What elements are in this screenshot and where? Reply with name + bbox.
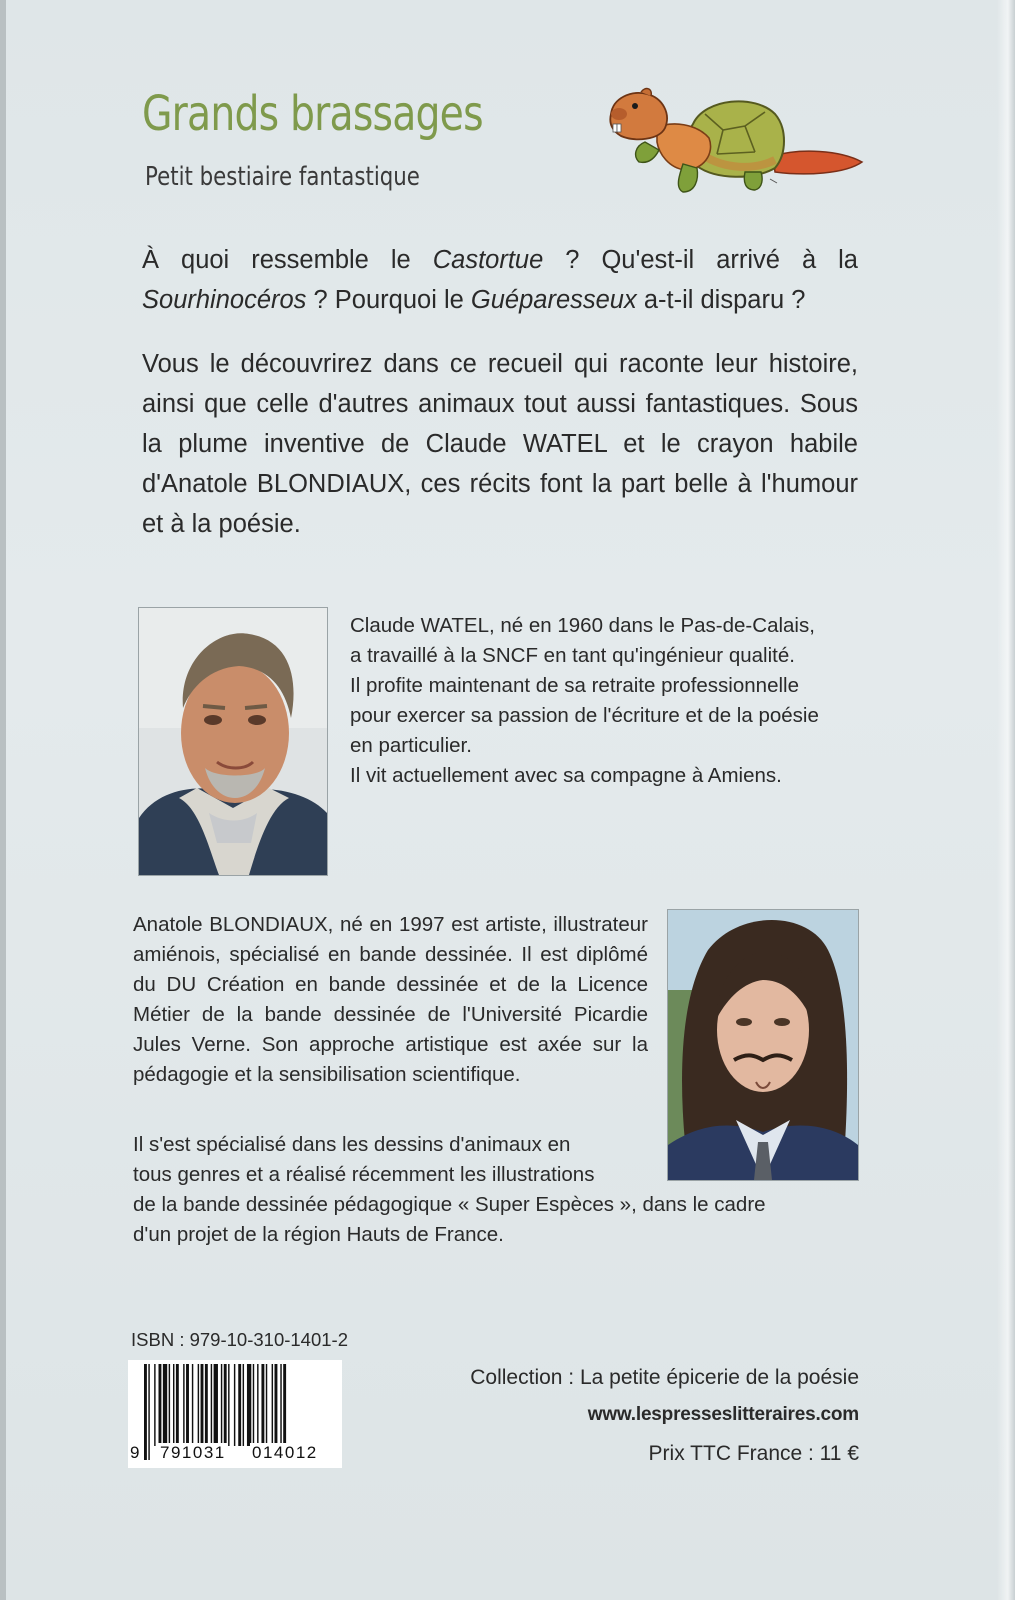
barcode-bar: [198, 1364, 199, 1446]
price: Prix TTC France : 11 €: [648, 1442, 859, 1465]
bio-line: Il vit actuellement avec sa compagne à Amiens.: [350, 764, 782, 787]
barcode-bar: [243, 1364, 244, 1446]
barcode-digits-right: 014012: [252, 1443, 318, 1462]
author-bio-watel: [350, 611, 870, 791]
blurb-text: ? Qu'est-il arrivé à la: [543, 246, 858, 274]
barcode-bar: [148, 1364, 149, 1460]
barcode-bar: [247, 1364, 251, 1446]
bio-line: d'un projet de la région Hauts de France.: [133, 1223, 504, 1246]
author-photo-watel: [138, 607, 328, 876]
barcode-bar: [266, 1364, 267, 1446]
blurb-paragraph: Vous le découvrirez dans ce recueil qui raconte leur histoire, ainsi que celle d'autres animaux tout aussi fantastiques. Sous la plume inventive de Claude WATEL et le crayon habile d'Anatole BLONDIAUX, ces récits font la part belle à l'humour et à la poésie.: [142, 350, 858, 538]
barcode-bar: [253, 1364, 254, 1446]
author-photo-blondiaux: [667, 909, 859, 1181]
barcode-bar: [272, 1364, 273, 1446]
barcode-bar: [261, 1364, 264, 1446]
barcode-bar: [163, 1364, 167, 1446]
barcode-bar: [183, 1364, 184, 1446]
barcode-digits-left: 791031: [160, 1443, 226, 1462]
barcode-bar: [205, 1364, 208, 1446]
isbn: ISBN : 979-10-310-1401-2: [131, 1329, 348, 1350]
blurb-text: a-t-il disparu ?: [636, 286, 806, 314]
barcode-bar: [154, 1364, 155, 1446]
bio-line: Il profite maintenant de sa retraite professionnelle: [350, 674, 799, 697]
bio-line: Claude WATEL, né en 1960 dans le Pas-de-Calais,: [350, 614, 815, 637]
bio-line: de la bande dessinée pédagogique « Super Espèces », dans le cadre: [133, 1193, 766, 1216]
barcode-bar: [192, 1364, 193, 1446]
barcode-bar: [238, 1364, 241, 1446]
cover-right-edge: [997, 0, 1015, 1600]
bio-line: tous genres et a réalisé récemment les illustrations: [133, 1163, 595, 1186]
barcode-bar: [144, 1364, 147, 1460]
barcode-bar: [169, 1364, 170, 1446]
barcode-bar: [211, 1364, 212, 1446]
cover-left-edge: [0, 0, 6, 1600]
publisher-website[interactable]: www.lespresseslitteraires.com: [587, 1404, 859, 1425]
blurb-questions: [142, 240, 858, 320]
bio-line: pour exercer sa passion de l'écriture et de la poésie: [350, 704, 819, 727]
collection-name: Collection : La petite épicerie de la poésie: [470, 1366, 859, 1389]
barcode-bar: [224, 1364, 227, 1446]
barcode-bar: [280, 1364, 281, 1446]
blurb-text: À quoi ressemble le: [142, 246, 433, 274]
book-subtitle: Petit bestiaire fantastique: [145, 162, 420, 192]
barcode-bar: [228, 1364, 229, 1446]
barcode-bar: [275, 1364, 278, 1446]
castortue-illustration: [605, 84, 865, 204]
barcode-bar: [176, 1364, 179, 1446]
book-title: Grands brassages: [142, 86, 483, 142]
bio-line: Il s'est spécialisé dans les dessins d'animaux en: [133, 1133, 571, 1156]
barcode-bar: [159, 1364, 162, 1446]
bio-line: a travaillé à la SNCF en tant qu'ingénieur qualité.: [350, 644, 795, 667]
barcode-bar: [173, 1364, 174, 1446]
author-bio-blondiaux: [133, 910, 648, 1090]
barcode-bar: [186, 1364, 189, 1446]
barcode-bar: [234, 1364, 235, 1446]
bio-line: en particulier.: [350, 734, 472, 757]
bio-paragraph: Anatole BLONDIAUX, né en 1997 est artiste, illustrateur amiénois, spécialisé en bande dessinée. Il est diplômé du DU Création en bande dessinée et de la Licence Métier de la bande dessinée de l'Université Picardie Jules Verne. Son approche artistique est axée sur la pédagogie et la sensibilisation scientifique.: [133, 913, 648, 1086]
animal-name-gueparesseux: Guéparesseux: [470, 286, 637, 314]
barcode-bar: [201, 1364, 204, 1446]
animal-name-sourhinoceros: Sourhinocéros: [142, 286, 307, 314]
blurb-text: ? Pourquoi le: [306, 286, 471, 314]
barcode-bar: [257, 1364, 258, 1446]
animal-name-castortue: Castortue: [432, 246, 544, 274]
barcode-digit-first: 9: [130, 1443, 140, 1462]
